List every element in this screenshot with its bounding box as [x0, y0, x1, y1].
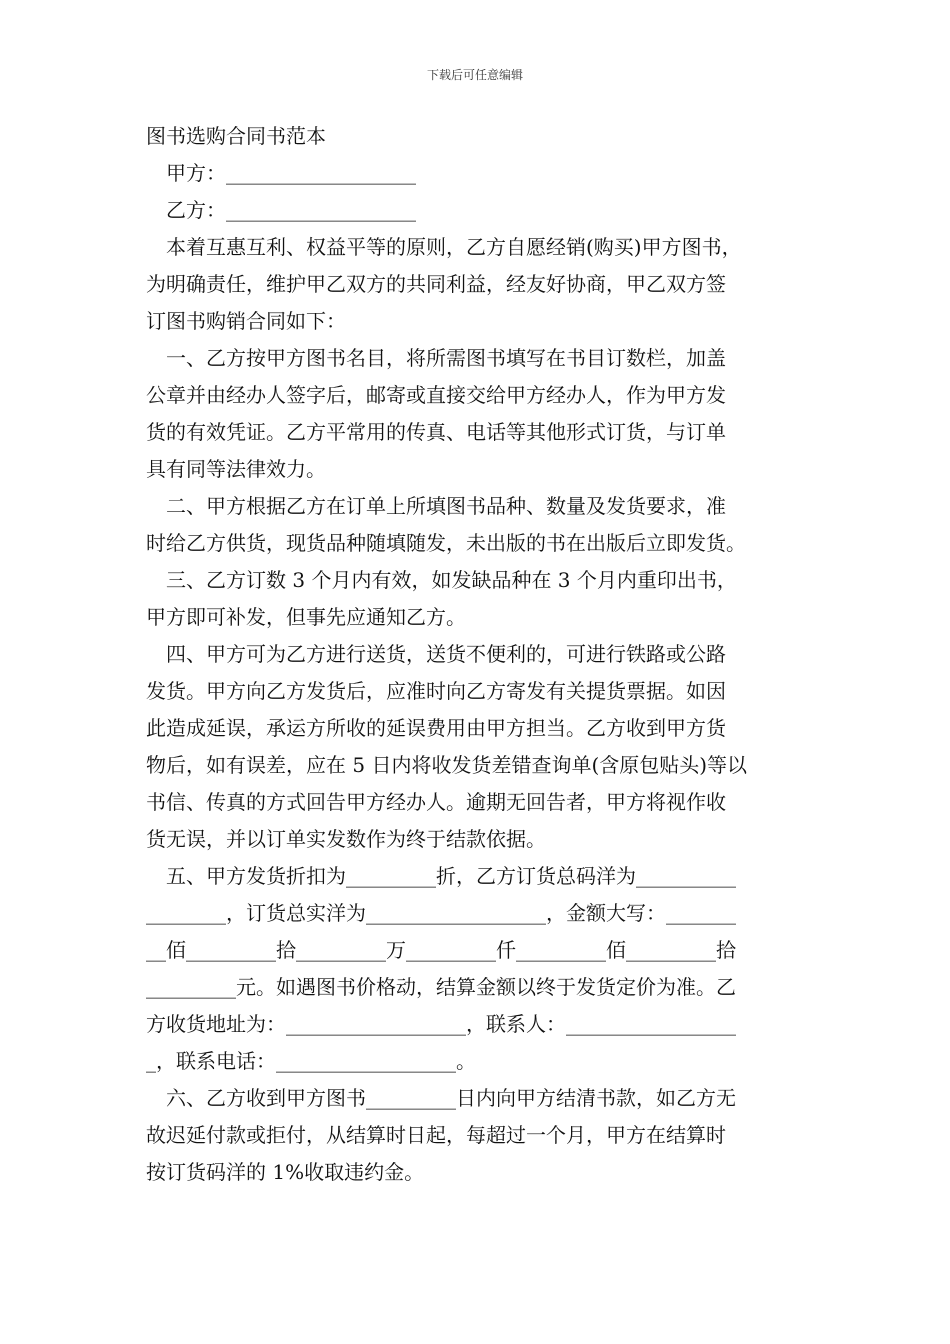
- document-line: 公章并由经办人签字后，邮寄或直接交给甲方经办人，作为甲方发: [146, 383, 726, 407]
- document-lines: [146, 155, 808, 1191]
- document-line: 六、乙方收到甲方图书_________日内向甲方结清书款，如乙方无: [166, 1086, 736, 1110]
- document-line: 四、甲方可为乙方进行送货，送货不便利的，可进行铁路或公路: [166, 642, 726, 666]
- document-line: _，联系电话：__________________。: [146, 1049, 476, 1073]
- document-line: 乙方：___________________: [166, 198, 416, 222]
- document-line: 甲方即可补发，但事先应通知乙方。: [146, 605, 466, 629]
- document-line: 方收货地址为：__________________，联系人：_________________: [146, 1012, 736, 1036]
- document-line: ________，订货总实洋为__________________，金额大写：_______: [146, 901, 736, 925]
- document-line: 此造成延误，承运方所收的延误费用由甲方担当。乙方收到甲方货: [146, 716, 726, 740]
- document-line: 甲方：___________________: [166, 161, 416, 185]
- document-body: [146, 118, 808, 1191]
- document-line: 时给乙方供货，现货品种随填随发，未出版的书在出版后立即发货。: [146, 531, 746, 555]
- page-header: 下载后可任意编辑: [426, 68, 523, 82]
- document-line: 物后，如有误差，应在 5 日内将收发货差错查询单(含原包贴头)等以: [146, 753, 748, 777]
- document-line: 发货。甲方向乙方发货后，应准时向乙方寄发有关提货票据。如因: [146, 679, 726, 703]
- document-line: 故迟延付款或拒付，从结算时日起，每超过一个月，甲方在结算时: [146, 1123, 726, 1147]
- document-line: 二、甲方根据乙方在订单上所填图书品种、数量及发货要求，准: [166, 494, 726, 518]
- document-line: 订图书购销合同如下：: [146, 309, 346, 333]
- document-title: 图书选购合同书范本: [146, 124, 326, 148]
- document-line: 书信、传真的方式回告甲方经办人。逾期无回告者，甲方将视作收: [146, 790, 726, 814]
- document-line: 货的有效凭证。乙方平常用的传真、电话等其他形式订货，与订单: [146, 420, 726, 444]
- document-line: 五、甲方发货折扣为_________折，乙方订货总码洋为__________: [166, 864, 736, 888]
- document-line: _________元。如遇图书价格动，结算金额以终于发货定价为准。乙: [146, 975, 736, 999]
- document-line: __佰_________拾_________万_________仟_________佰_________拾: [146, 938, 736, 962]
- document-line: 按订货码洋的 1%收取违约金。: [146, 1160, 425, 1184]
- document-line: 为明确责任，维护甲乙双方的共同利益，经友好协商，甲乙双方签: [146, 272, 726, 296]
- document-line: 具有同等法律效力。: [146, 457, 326, 481]
- document-line: 一、乙方按甲方图书名目，将所需图书填写在书目订数栏，加盖: [166, 346, 726, 370]
- document-line: 三、乙方订数 3 个月内有效，如发缺品种在 3 个月内重印出书，: [166, 568, 737, 592]
- document-line: 本着互惠互利、权益平等的原则，乙方自愿经销(购买)甲方图书，: [166, 235, 742, 259]
- document-line: 货无误，并以订单实发数作为终于结款依据。: [146, 827, 546, 851]
